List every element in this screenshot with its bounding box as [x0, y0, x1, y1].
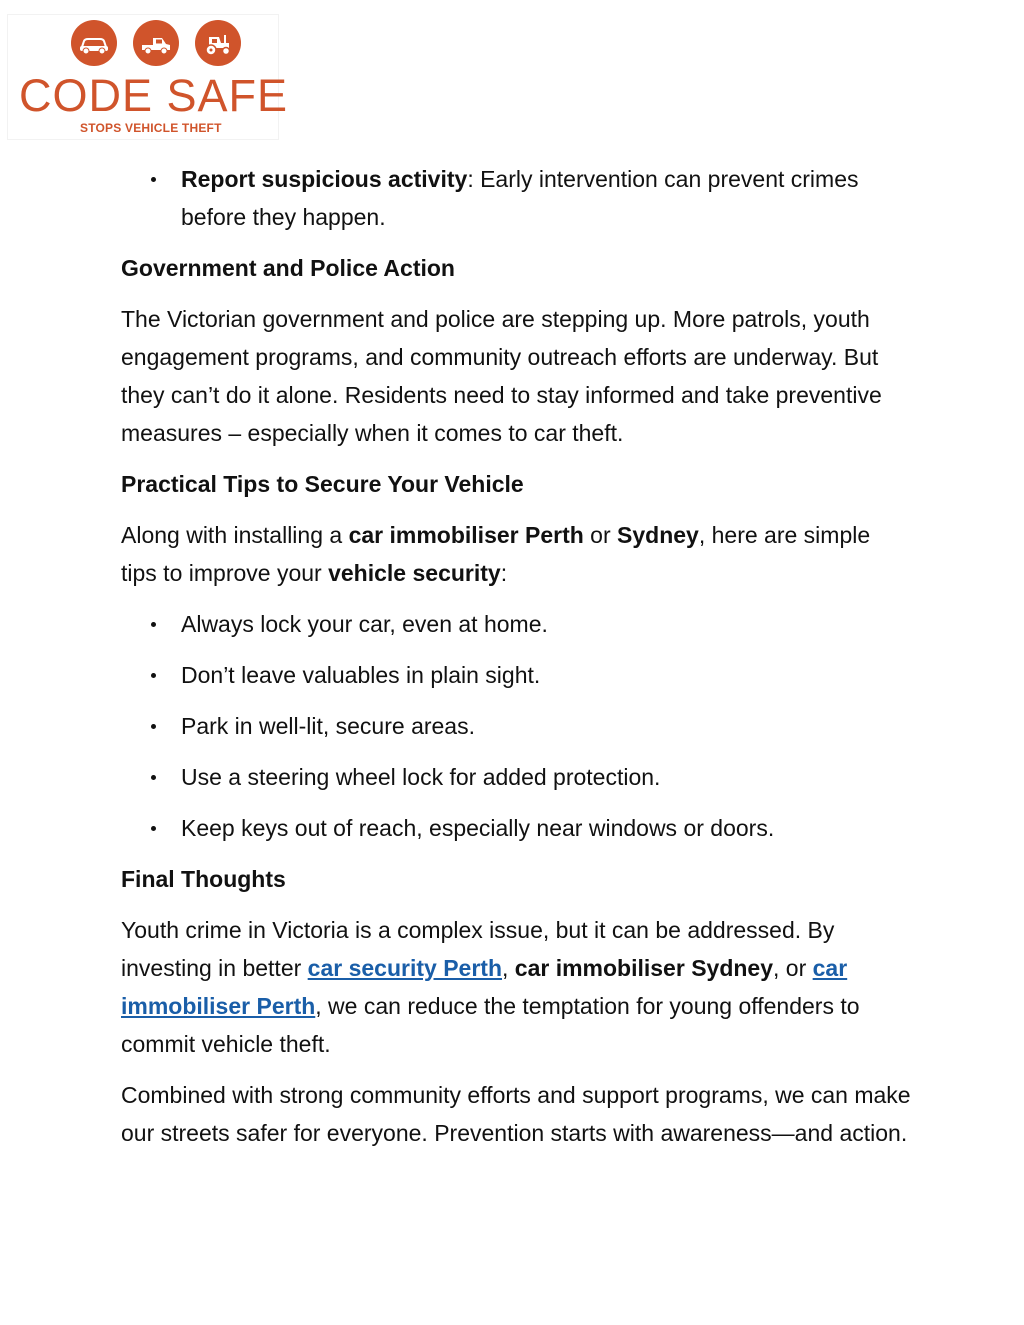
list-item [121, 809, 911, 847]
tip-text: Keep keys out of reach, especially near windows or doors. [181, 815, 775, 841]
list-item [121, 160, 911, 236]
text-run: Youth crime in Victoria is a complex issue, but it can be addressed. By investing in better [121, 917, 835, 981]
intro-bullet-list [121, 160, 911, 236]
article-body [121, 160, 911, 1165]
text-run: or [583, 522, 618, 548]
pickup-truck-icon [133, 20, 179, 66]
section-heading-tips: Practical Tips to Secure Your Vehicle [121, 471, 524, 497]
tip-text: Don’t leave valuables in plain sight. [181, 662, 541, 688]
bullet-text: : Early intervention can prevent crimes before they happen. [181, 166, 859, 230]
text-run: , we can reduce the temptation for young offenders to commit vehicle theft. [121, 993, 860, 1057]
bold-run: Sydney [617, 522, 699, 548]
bullet-dot [151, 177, 156, 182]
car-icon [71, 20, 117, 66]
bold-run: car immobiliser Sydney [514, 955, 774, 981]
list-item [121, 758, 911, 796]
text-run: , [502, 955, 515, 981]
car-immobiliser-perth-link[interactable]: car immobiliser Perth [121, 955, 848, 1019]
tips-bullet-list [121, 605, 911, 847]
bullet-bold-lead: Report suspicious activity [181, 166, 468, 192]
tip-text: Use a steering wheel lock for added protection. [181, 764, 661, 790]
list-item [121, 707, 911, 745]
bullet-dot [151, 673, 156, 678]
car-security-perth-link[interactable]: car security Perth [307, 955, 502, 981]
logo-tagline: STOPS VEHICLE THEFT [80, 121, 222, 135]
list-item [121, 605, 911, 643]
section-heading-government: Government and Police Action [121, 255, 455, 281]
paragraph-government: The Victorian government and police are stepping up. More patrols, youth engagement programs, and community outreach efforts are underway. But they can’t do it alone. Residents need to stay informed and take preventive measures – especially when it comes to car theft. [121, 306, 882, 446]
tip-text: Always lock your car, even at home. [181, 611, 548, 637]
logo-icons [71, 20, 241, 70]
text-run: : [500, 560, 508, 586]
paragraph-final-1 [121, 911, 911, 1063]
logo-wordmark: CODE SAFE [19, 70, 289, 121]
text-run: , here are simple tips to improve your [121, 522, 871, 586]
bullet-dot [151, 775, 156, 780]
tip-text: Park in well-lit, secure areas. [181, 713, 475, 739]
list-item [121, 656, 911, 694]
code-safe-logo [8, 15, 289, 139]
paragraph-final-2: Combined with strong community efforts and support programs, we can make our streets safer for everyone. Prevention starts with awareness—and action. [121, 1082, 911, 1146]
text-run: Along with installing a [121, 522, 349, 548]
bullet-dot [151, 724, 156, 729]
tractor-icon [195, 20, 241, 66]
bullet-dot [151, 826, 156, 831]
paragraph-tips-intro [121, 516, 911, 592]
bold-run: car immobiliser Perth [348, 522, 584, 548]
bullet-dot [151, 622, 156, 627]
text-run: , or [773, 955, 813, 981]
bold-run: vehicle security [328, 560, 501, 586]
section-heading-final: Final Thoughts [121, 866, 286, 892]
